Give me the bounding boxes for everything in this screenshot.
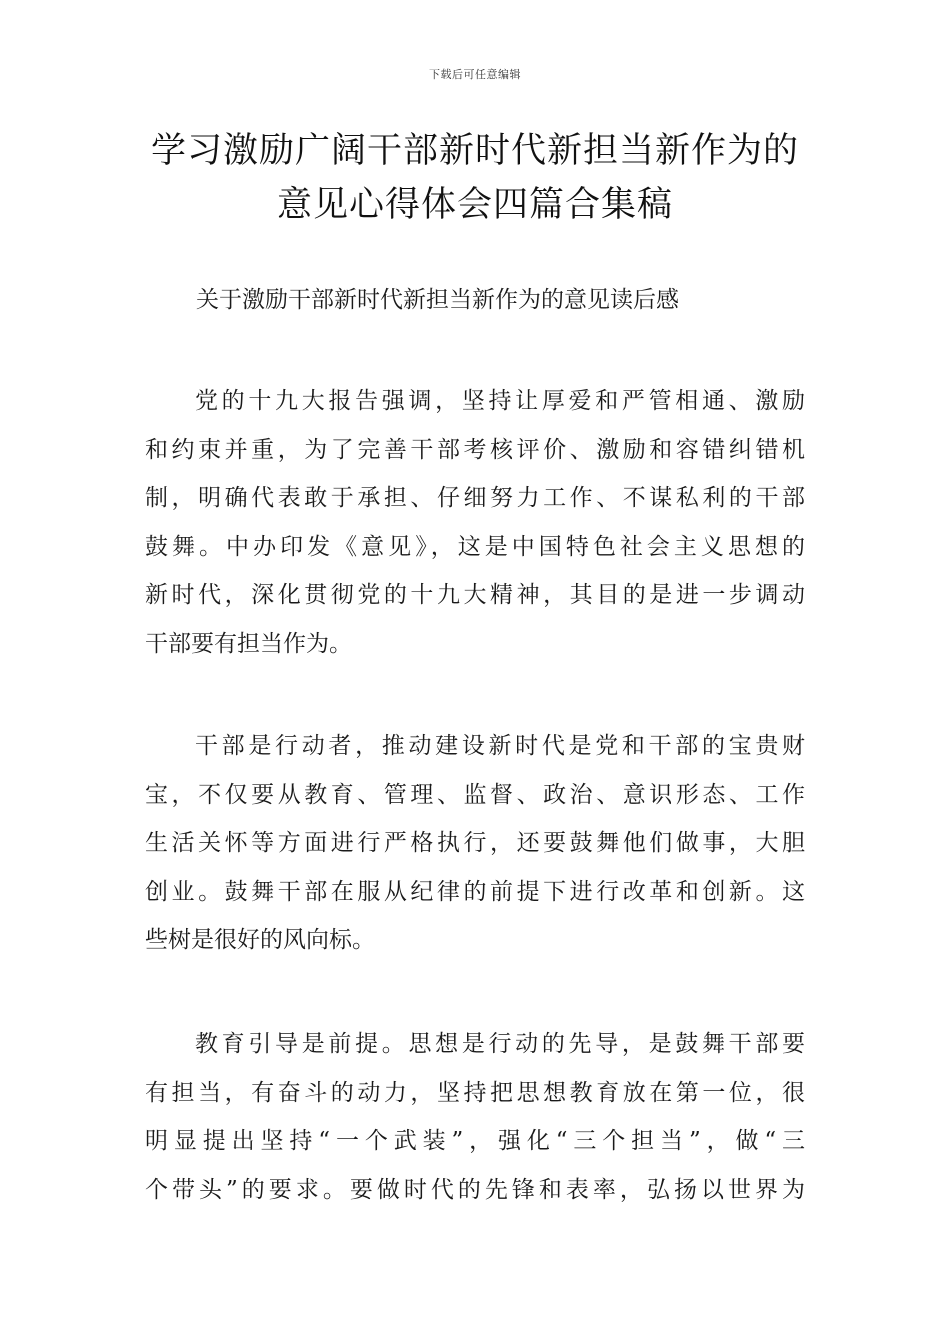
header-note: 下载后可任意编辑 [429, 68, 521, 81]
document-title [0, 124, 950, 232]
paragraph-line: 制，明确代表敢于承担、仔细努力工作、不谋私利的干部 [145, 485, 805, 511]
paragraph-line: 明显提出坚持“一个武装”，强化“三个担当”，做“三 [145, 1128, 805, 1154]
paragraph-line: 个带头”的要求。要做时代的先锋和表率，弘扬以世界为 [145, 1176, 805, 1203]
paragraph-line: 鼓舞。中办印发《意见》，这是中国特色社会主义思想的 [145, 533, 805, 560]
paragraph-line: 生活关怀等方面进行严格执行，还要鼓舞他们做事，大胆 [145, 830, 805, 856]
paragraph-2 [145, 722, 805, 965]
paragraph-line: 干部是行动者，推动建设新时代是党和干部的宝贵财 [195, 733, 805, 759]
paragraph-3 [145, 1020, 805, 1214]
paragraph-line: 新时代，深化贯彻党的十九大精神，其目的是进一步调动 [145, 582, 805, 608]
paragraph-line: 些树是很好的风向标。 [145, 927, 375, 953]
paragraph-line: 干部要有担当作为。 [145, 630, 352, 657]
paragraph-line: 创业。鼓舞干部在服从纪律的前提下进行改革和创新。这 [145, 878, 805, 905]
paragraph-1 [145, 377, 805, 668]
paragraph-line: 和约束并重，为了完善干部考核评价、激励和容错纠错机 [145, 436, 805, 463]
title-line-1: 学习激励广阔干部新时代新担当新作为的 [150, 131, 799, 171]
paragraph-line: 有担当，有奋斗的动力，坚持把思想教育放在第一位，很 [145, 1079, 805, 1106]
paragraph-line: 宝，不仅要从教育、管理、监督、政治、意识形态、工作 [145, 781, 805, 808]
paragraph-line: 教育引导是前提。思想是行动的先导，是鼓舞干部要 [195, 1031, 805, 1057]
document-subtitle: 关于激励干部新时代新担当新作为的意见读后感 [196, 287, 679, 313]
paragraph-line: 党的十九大报告强调，坚持让厚爱和严管相通、激励 [195, 388, 805, 414]
title-line-2: 意见心得体会四篇合集稿 [276, 185, 673, 225]
